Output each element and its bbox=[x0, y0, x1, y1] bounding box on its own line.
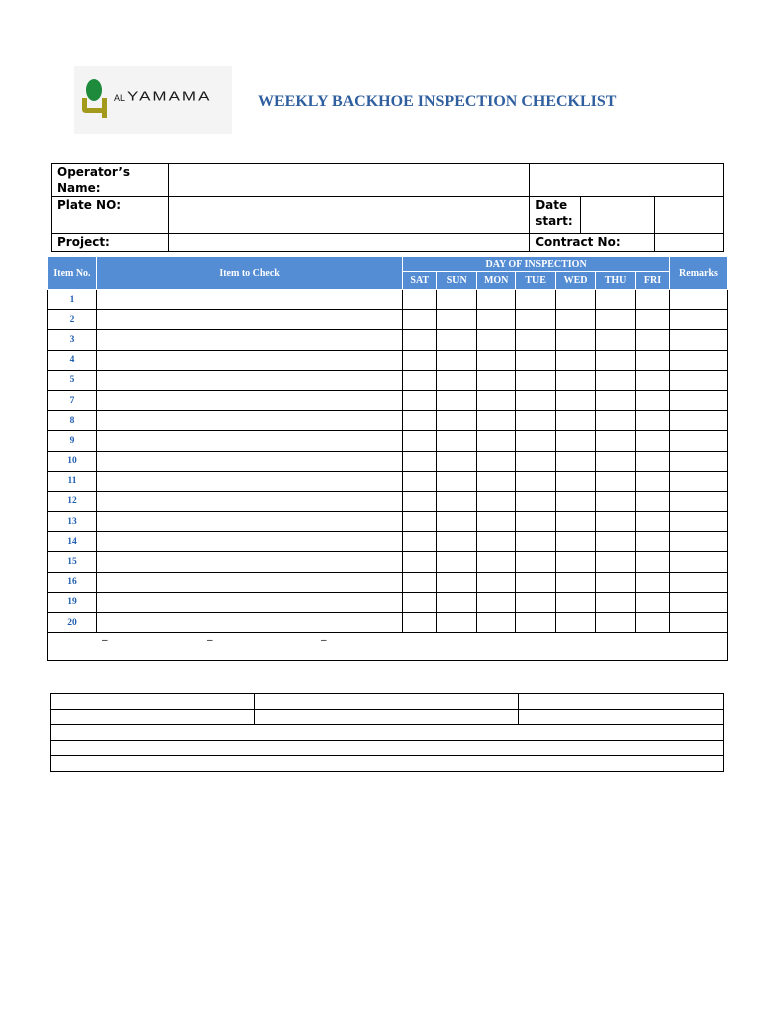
table-footer-row bbox=[48, 633, 728, 661]
day-check-cell-fri[interactable] bbox=[636, 390, 670, 410]
day-header-sat: SAT bbox=[403, 272, 437, 290]
item-to-check-cell[interactable] bbox=[96, 451, 402, 471]
footer-note-cell[interactable] bbox=[48, 633, 728, 661]
item-to-check-cell[interactable] bbox=[96, 411, 402, 431]
day-check-cell-mon[interactable] bbox=[477, 310, 516, 330]
plate-no-label: Plate NO: bbox=[52, 197, 169, 234]
day-check-cell-thu[interactable] bbox=[596, 471, 636, 491]
day-check-cell-tue[interactable] bbox=[516, 431, 556, 451]
item-to-check-cell[interactable] bbox=[96, 290, 402, 310]
day-check-cell-mon[interactable] bbox=[477, 572, 516, 592]
day-check-cell-fri[interactable] bbox=[636, 330, 670, 350]
item-to-check-cell[interactable] bbox=[96, 330, 402, 350]
table-row bbox=[48, 471, 728, 491]
item-number: 14 bbox=[48, 532, 97, 552]
table-row bbox=[48, 431, 728, 451]
day-check-cell-wed[interactable] bbox=[556, 290, 596, 310]
table-row bbox=[48, 330, 728, 350]
item-to-check-header: Item to Check bbox=[96, 257, 402, 290]
footer-dash: – bbox=[207, 635, 213, 647]
day-check-cell-mon[interactable] bbox=[477, 290, 516, 310]
signature-cell[interactable] bbox=[519, 709, 724, 725]
item-number: 11 bbox=[48, 471, 97, 491]
day-check-cell-wed[interactable] bbox=[556, 390, 596, 410]
day-check-cell-fri[interactable] bbox=[636, 431, 670, 451]
day-check-cell-fri[interactable] bbox=[636, 532, 670, 552]
day-header-tue: TUE bbox=[516, 272, 556, 290]
day-check-cell-sat[interactable] bbox=[403, 390, 437, 410]
page-title: WEEKLY BACKHOE INSPECTION CHECKLIST bbox=[258, 93, 617, 110]
project-label: Project: bbox=[52, 234, 169, 252]
remarks-header: Remarks bbox=[669, 257, 727, 290]
item-number: 1 bbox=[48, 290, 97, 310]
day-check-cell-mon[interactable] bbox=[477, 491, 516, 511]
day-check-cell-tue[interactable] bbox=[516, 512, 556, 532]
day-check-cell-thu[interactable] bbox=[596, 431, 636, 451]
day-check-cell-fri[interactable] bbox=[636, 491, 670, 511]
day-check-cell-fri[interactable] bbox=[636, 451, 670, 471]
remarks-cell[interactable] bbox=[669, 572, 727, 592]
table-row bbox=[48, 532, 728, 552]
day-check-cell-fri[interactable] bbox=[636, 290, 670, 310]
day-check-cell-wed[interactable] bbox=[556, 310, 596, 330]
day-check-cell-thu[interactable] bbox=[596, 411, 636, 431]
day-check-cell-tue[interactable] bbox=[516, 290, 556, 310]
table-row bbox=[48, 592, 728, 612]
date-start-label: Date start: bbox=[530, 197, 581, 234]
table-row bbox=[48, 370, 728, 390]
remarks-cell[interactable] bbox=[669, 491, 727, 511]
item-to-check-cell[interactable] bbox=[96, 350, 402, 370]
day-header-mon: MON bbox=[477, 272, 516, 290]
item-to-check-cell[interactable] bbox=[96, 491, 402, 511]
signature-cell[interactable] bbox=[519, 694, 724, 710]
day-check-cell-thu[interactable] bbox=[596, 592, 636, 612]
day-check-cell-sat[interactable] bbox=[403, 471, 437, 491]
table-row bbox=[48, 491, 728, 511]
day-check-cell-wed[interactable] bbox=[556, 431, 596, 451]
day-check-cell-thu[interactable] bbox=[596, 290, 636, 310]
day-header-sun: SUN bbox=[437, 272, 477, 290]
remarks-cell[interactable] bbox=[669, 552, 727, 572]
day-check-cell-fri[interactable] bbox=[636, 471, 670, 491]
day-check-cell-thu[interactable] bbox=[596, 532, 636, 552]
day-check-cell-wed[interactable] bbox=[556, 471, 596, 491]
day-check-cell-sat[interactable] bbox=[403, 512, 437, 532]
company-logo bbox=[74, 66, 232, 134]
item-number: 19 bbox=[48, 592, 97, 612]
day-check-cell-thu[interactable] bbox=[596, 512, 636, 532]
remarks-cell[interactable] bbox=[669, 471, 727, 491]
day-check-cell-tue[interactable] bbox=[516, 532, 556, 552]
day-check-cell-thu[interactable] bbox=[596, 370, 636, 390]
day-check-cell-wed[interactable] bbox=[556, 491, 596, 511]
item-number: 4 bbox=[48, 350, 97, 370]
item-number: 12 bbox=[48, 491, 97, 511]
item-no-header: Item No. bbox=[48, 257, 97, 290]
operator-name-label: Operator’s Name: bbox=[52, 164, 169, 197]
day-check-cell-sat[interactable] bbox=[403, 310, 437, 330]
contract-no-label: Contract No: bbox=[530, 234, 655, 252]
day-check-cell-wed[interactable] bbox=[556, 592, 596, 612]
day-check-cell-mon[interactable] bbox=[477, 390, 516, 410]
day-check-cell-fri[interactable] bbox=[636, 310, 670, 330]
day-check-cell-mon[interactable] bbox=[477, 512, 516, 532]
day-check-cell-tue[interactable] bbox=[516, 411, 556, 431]
table-row bbox=[48, 451, 728, 471]
day-check-cell-sat[interactable] bbox=[403, 491, 437, 511]
day-check-cell-thu[interactable] bbox=[596, 330, 636, 350]
day-check-cell-thu[interactable] bbox=[596, 451, 636, 471]
logo-wordmark: YAMAMA bbox=[127, 89, 212, 104]
day-check-cell-thu[interactable] bbox=[596, 390, 636, 410]
day-check-cell-sun[interactable] bbox=[437, 572, 477, 592]
notes-row[interactable] bbox=[51, 756, 724, 772]
day-check-cell-wed[interactable] bbox=[556, 350, 596, 370]
contract-no-field[interactable] bbox=[655, 234, 724, 252]
day-check-cell-sun[interactable] bbox=[437, 350, 477, 370]
day-check-cell-wed[interactable] bbox=[556, 330, 596, 350]
day-check-cell-mon[interactable] bbox=[477, 431, 516, 451]
day-check-cell-mon[interactable] bbox=[477, 330, 516, 350]
day-check-cell-thu[interactable] bbox=[596, 552, 636, 572]
day-check-cell-sat[interactable] bbox=[403, 613, 437, 633]
day-check-cell-wed[interactable] bbox=[556, 411, 596, 431]
item-number: 16 bbox=[48, 572, 97, 592]
date-start-field[interactable] bbox=[581, 197, 655, 234]
operator-info-table bbox=[51, 163, 724, 252]
day-check-cell-thu[interactable] bbox=[596, 310, 636, 330]
item-number: 5 bbox=[48, 370, 97, 390]
day-check-cell-sun[interactable] bbox=[437, 411, 477, 431]
signature-table bbox=[50, 693, 724, 772]
item-to-check-cell[interactable] bbox=[96, 613, 402, 633]
day-check-cell-mon[interactable] bbox=[477, 471, 516, 491]
day-check-cell-sun[interactable] bbox=[437, 390, 477, 410]
remarks-cell[interactable] bbox=[669, 532, 727, 552]
day-check-cell-sun[interactable] bbox=[437, 310, 477, 330]
day-check-cell-mon[interactable] bbox=[477, 552, 516, 572]
day-check-cell-mon[interactable] bbox=[477, 350, 516, 370]
day-check-cell-tue[interactable] bbox=[516, 491, 556, 511]
day-check-cell-sat[interactable] bbox=[403, 290, 437, 310]
day-check-cell-sat[interactable] bbox=[403, 370, 437, 390]
table-row bbox=[48, 310, 728, 330]
day-check-cell-mon[interactable] bbox=[477, 370, 516, 390]
table-row bbox=[48, 290, 728, 310]
remarks-cell[interactable] bbox=[669, 290, 727, 310]
day-check-cell-sun[interactable] bbox=[437, 592, 477, 612]
day-check-cell-sun[interactable] bbox=[437, 290, 477, 310]
operator-name-field[interactable] bbox=[168, 164, 529, 197]
al-yamama-logo-icon bbox=[80, 78, 108, 118]
signature-cell[interactable] bbox=[51, 709, 255, 725]
day-check-cell-mon[interactable] bbox=[477, 532, 516, 552]
logo-prefix: AL bbox=[114, 93, 126, 103]
day-check-cell-sat[interactable] bbox=[403, 431, 437, 451]
remarks-cell[interactable] bbox=[669, 330, 727, 350]
signature-cell[interactable] bbox=[254, 709, 519, 725]
item-to-check-cell[interactable] bbox=[96, 471, 402, 491]
day-check-cell-tue[interactable] bbox=[516, 370, 556, 390]
day-check-cell-mon[interactable] bbox=[477, 411, 516, 431]
day-check-cell-wed[interactable] bbox=[556, 613, 596, 633]
item-number: 2 bbox=[48, 310, 97, 330]
day-check-cell-sun[interactable] bbox=[437, 330, 477, 350]
day-check-cell-wed[interactable] bbox=[556, 552, 596, 572]
day-check-cell-mon[interactable] bbox=[477, 592, 516, 612]
remarks-cell[interactable] bbox=[669, 592, 727, 612]
footer-dash: – bbox=[321, 635, 327, 647]
table-row bbox=[48, 390, 728, 410]
day-check-cell-sun[interactable] bbox=[437, 370, 477, 390]
day-check-cell-sun[interactable] bbox=[437, 512, 477, 532]
operator-extra-field[interactable] bbox=[530, 164, 724, 197]
item-to-check-cell[interactable] bbox=[96, 310, 402, 330]
day-check-cell-fri[interactable] bbox=[636, 411, 670, 431]
day-check-cell-tue[interactable] bbox=[516, 592, 556, 612]
item-to-check-cell[interactable] bbox=[96, 532, 402, 552]
day-check-cell-sun[interactable] bbox=[437, 451, 477, 471]
day-check-cell-tue[interactable] bbox=[516, 310, 556, 330]
day-check-cell-sun[interactable] bbox=[437, 491, 477, 511]
signature-cell[interactable] bbox=[51, 694, 255, 710]
day-check-cell-sat[interactable] bbox=[403, 552, 437, 572]
plate-no-field[interactable] bbox=[168, 197, 529, 234]
day-check-cell-sat[interactable] bbox=[403, 532, 437, 552]
day-check-cell-fri[interactable] bbox=[636, 512, 670, 532]
day-check-cell-sat[interactable] bbox=[403, 350, 437, 370]
item-to-check-cell[interactable] bbox=[96, 592, 402, 612]
day-check-cell-sat[interactable] bbox=[403, 330, 437, 350]
item-number: 9 bbox=[48, 431, 97, 451]
day-check-cell-thu[interactable] bbox=[596, 613, 636, 633]
day-check-cell-wed[interactable] bbox=[556, 451, 596, 471]
day-check-cell-tue[interactable] bbox=[516, 552, 556, 572]
item-number: 3 bbox=[48, 330, 97, 350]
day-check-cell-wed[interactable] bbox=[556, 572, 596, 592]
day-check-cell-fri[interactable] bbox=[636, 613, 670, 633]
notes-row[interactable] bbox=[51, 740, 724, 756]
remarks-cell[interactable] bbox=[669, 613, 727, 633]
remarks-cell[interactable] bbox=[669, 310, 727, 330]
day-check-cell-sat[interactable] bbox=[403, 411, 437, 431]
day-check-cell-tue[interactable] bbox=[516, 390, 556, 410]
day-check-cell-fri[interactable] bbox=[636, 572, 670, 592]
item-to-check-cell[interactable] bbox=[96, 431, 402, 451]
notes-row[interactable] bbox=[51, 725, 724, 741]
table-row bbox=[48, 512, 728, 532]
day-check-cell-tue[interactable] bbox=[516, 572, 556, 592]
day-check-cell-thu[interactable] bbox=[596, 350, 636, 370]
remarks-cell[interactable] bbox=[669, 390, 727, 410]
day-check-cell-sun[interactable] bbox=[437, 613, 477, 633]
day-check-cell-fri[interactable] bbox=[636, 350, 670, 370]
day-check-cell-sun[interactable] bbox=[437, 552, 477, 572]
day-check-cell-sun[interactable] bbox=[437, 431, 477, 451]
item-number: 13 bbox=[48, 512, 97, 532]
item-number: 20 bbox=[48, 613, 97, 633]
table-row bbox=[48, 411, 728, 431]
day-check-cell-tue[interactable] bbox=[516, 350, 556, 370]
day-check-cell-fri[interactable] bbox=[636, 370, 670, 390]
remarks-cell[interactable] bbox=[669, 411, 727, 431]
table-row bbox=[48, 572, 728, 592]
day-check-cell-tue[interactable] bbox=[516, 471, 556, 491]
item-number: 8 bbox=[48, 411, 97, 431]
item-to-check-cell[interactable] bbox=[96, 370, 402, 390]
day-check-cell-sun[interactable] bbox=[437, 532, 477, 552]
day-of-inspection-header: DAY OF INSPECTION bbox=[403, 257, 670, 272]
day-check-cell-sat[interactable] bbox=[403, 592, 437, 612]
day-check-cell-wed[interactable] bbox=[556, 370, 596, 390]
day-check-cell-sun[interactable] bbox=[437, 471, 477, 491]
day-check-cell-thu[interactable] bbox=[596, 491, 636, 511]
day-header-wed: WED bbox=[556, 272, 596, 290]
date-start-extra-field[interactable] bbox=[655, 197, 724, 234]
remarks-cell[interactable] bbox=[669, 451, 727, 471]
table-row bbox=[48, 552, 728, 572]
item-to-check-cell[interactable] bbox=[96, 390, 402, 410]
signature-cell[interactable] bbox=[254, 694, 519, 710]
item-number: 7 bbox=[48, 390, 97, 410]
day-check-cell-mon[interactable] bbox=[477, 613, 516, 633]
day-check-cell-fri[interactable] bbox=[636, 552, 670, 572]
item-to-check-cell[interactable] bbox=[96, 572, 402, 592]
day-check-cell-fri[interactable] bbox=[636, 592, 670, 612]
day-check-cell-tue[interactable] bbox=[516, 451, 556, 471]
day-check-cell-wed[interactable] bbox=[556, 512, 596, 532]
day-check-cell-wed[interactable] bbox=[556, 532, 596, 552]
item-number: 15 bbox=[48, 552, 97, 572]
day-header-thu: THU bbox=[596, 272, 636, 290]
remarks-cell[interactable] bbox=[669, 370, 727, 390]
day-header-fri: FRI bbox=[636, 272, 670, 290]
footer-dash: – bbox=[102, 635, 108, 647]
project-field[interactable] bbox=[168, 234, 529, 252]
day-check-cell-sat[interactable] bbox=[403, 572, 437, 592]
day-check-cell-tue[interactable] bbox=[516, 613, 556, 633]
table-row bbox=[48, 613, 728, 633]
item-number: 10 bbox=[48, 451, 97, 471]
day-check-cell-mon[interactable] bbox=[477, 451, 516, 471]
remarks-cell[interactable] bbox=[669, 512, 727, 532]
item-to-check-cell[interactable] bbox=[96, 512, 402, 532]
item-to-check-cell[interactable] bbox=[96, 552, 402, 572]
remarks-cell[interactable] bbox=[669, 350, 727, 370]
table-row bbox=[48, 350, 728, 370]
day-check-cell-sat[interactable] bbox=[403, 451, 437, 471]
inspection-checklist-table bbox=[47, 256, 728, 661]
day-check-cell-thu[interactable] bbox=[596, 572, 636, 592]
remarks-cell[interactable] bbox=[669, 431, 727, 451]
day-check-cell-tue[interactable] bbox=[516, 330, 556, 350]
